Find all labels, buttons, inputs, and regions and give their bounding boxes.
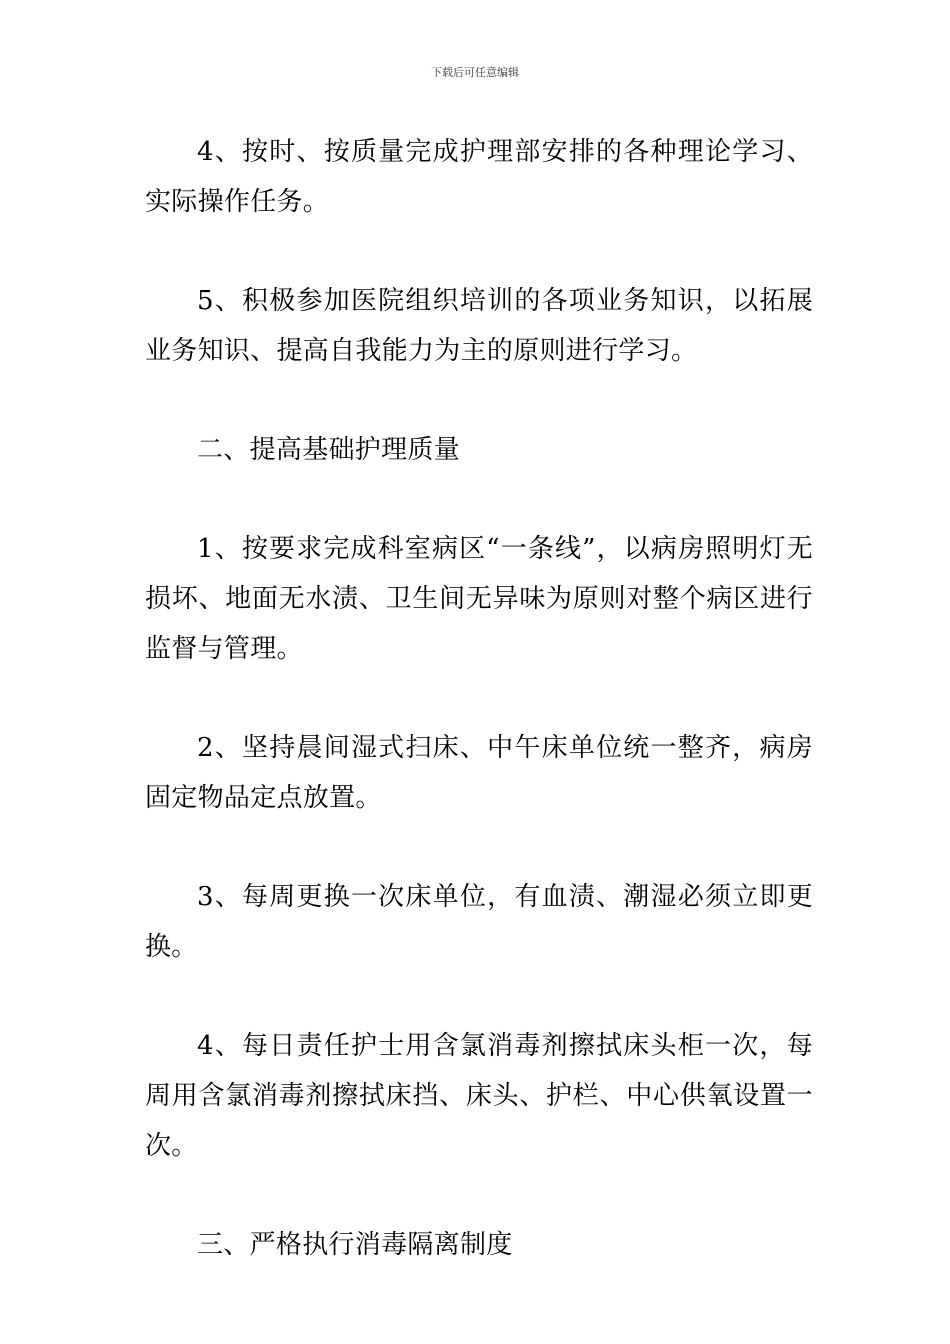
paragraph-item-5-training: 5、积极参加医院组织培训的各项业务知识，以拓展业务知识、提高自我能力为主的原则进行学习。 <box>145 286 813 366</box>
paragraph-item-3-bed-change: 3、每周更换一次床单位，有血渍、潮湿必须立即更换。 <box>145 882 813 962</box>
document-body <box>145 127 813 1270</box>
paragraph-item-4-disinfection: 4、每日责任护士用含氯消毒剂擦拭床头柜一次，每周用含氯消毒剂擦拭床挡、床头、护栏、中心供氧设置一次。 <box>145 1031 813 1161</box>
section-heading-basic-care: 二、提高基础护理质量 <box>197 435 461 465</box>
paragraph-item-2-bed-sweeping: 2、坚持晨间湿式扫床、中午床单位统一整齐，病房固定物品定点放置。 <box>145 733 813 813</box>
page-header-note: 下载后可任意编辑 <box>431 66 519 79</box>
paragraph-item-4-study: 4、按时、按质量完成护理部安排的各种理论学习、实际操作任务。 <box>145 137 813 217</box>
paragraph-item-1-ward-line: 1、按要求完成科室病区“一条线”，以病房照明灯无损坏、地面无水渍、卫生间无异味为原则对整个病区进行监督与管理。 <box>145 534 813 664</box>
section-heading-isolation: 三、严格执行消毒隔离制度 <box>197 1230 513 1260</box>
